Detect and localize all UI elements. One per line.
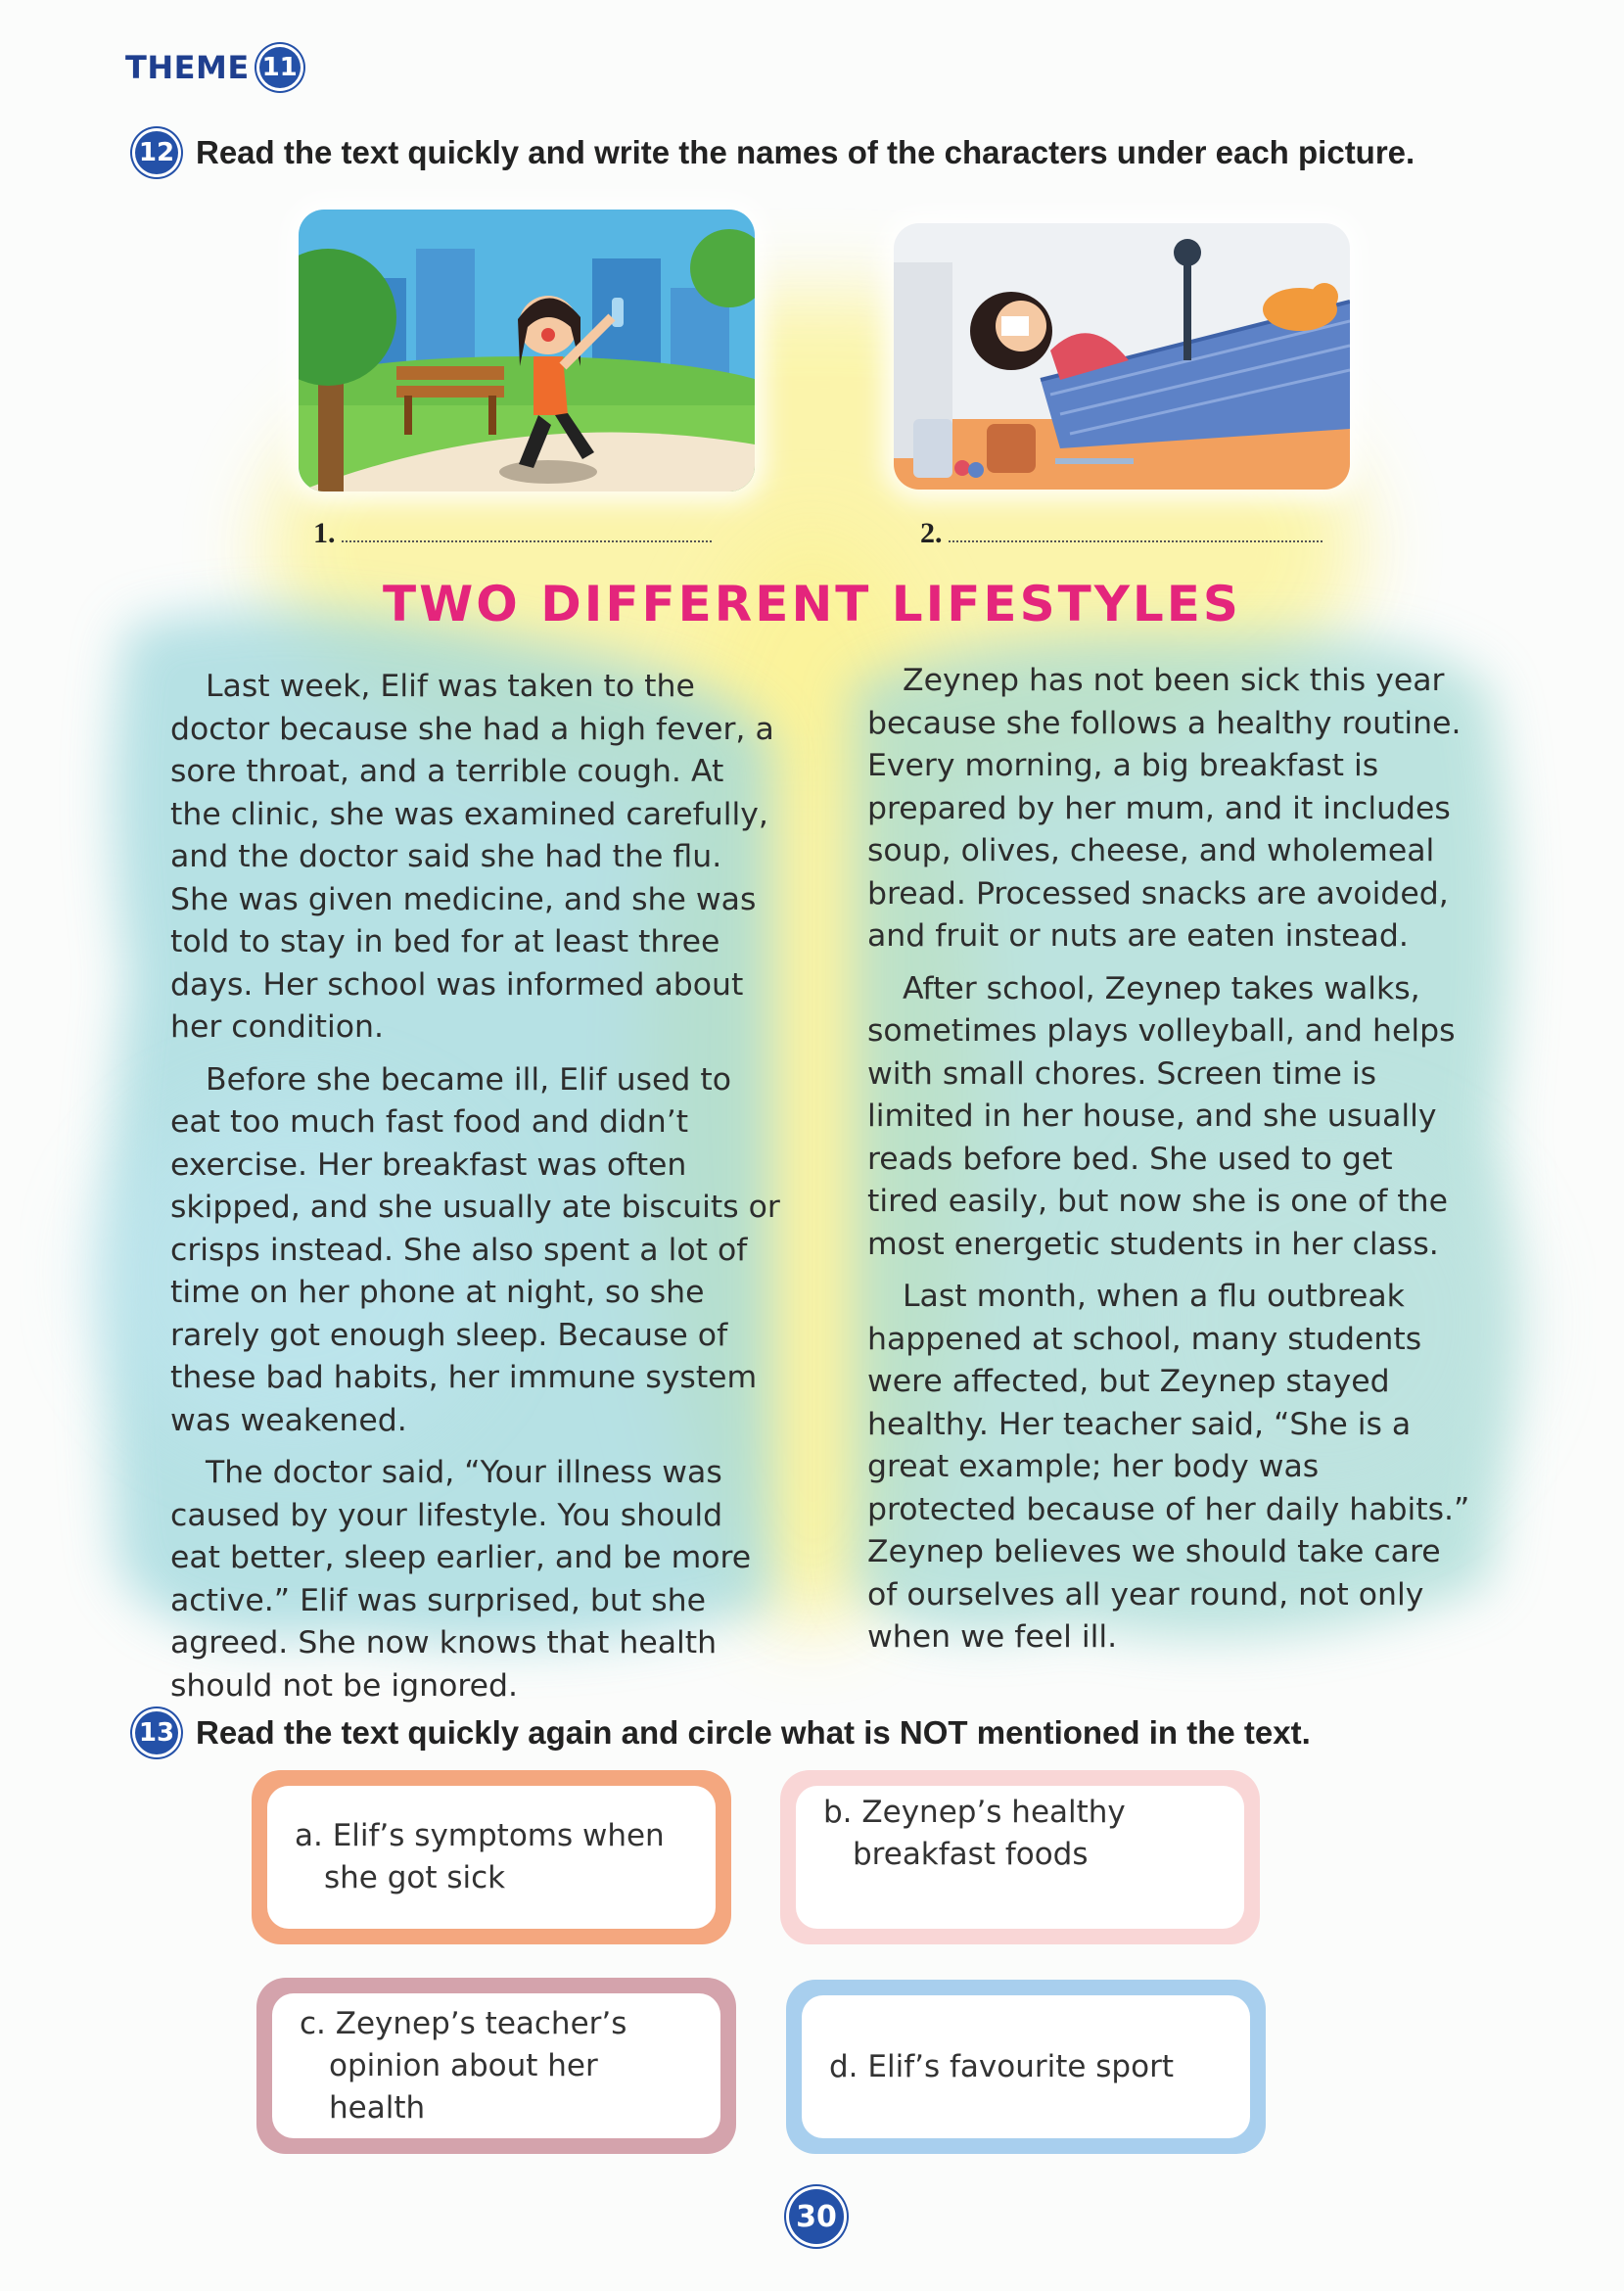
answer-number-1: 1. bbox=[313, 517, 336, 549]
right-paragraph-2: After school, Zeynep takes walks, sometimes plays volleyball, and helps with small chores. Screen time is limited in her house, and she usually reads before bed. She used to get tired easily, but now she is one of the most energetic students in her class. bbox=[867, 970, 1456, 1262]
task-13-heading bbox=[135, 1711, 1311, 1754]
answer-blank-1[interactable] bbox=[313, 517, 712, 550]
answer-number-2: 2. bbox=[920, 517, 943, 549]
theme-label: THEME bbox=[125, 49, 250, 86]
left-paragraph-3: The doctor said, “Your illness was caused by your lifestyle. You should eat better, sleep earlier, and be more active.” Elif was surprised, but she agreed. She now knows that health should not be ignored. bbox=[170, 1455, 752, 1704]
task-12-heading bbox=[135, 131, 1415, 174]
left-paragraph-1: Last week, Elif was taken to the doctor because she had a high fever, a sore throat, and a terrible cough. At the clinic, she was examined carefully, and the doctor said she had the flu. She was given medicine, and she was told to stay in bed for at least three days. Her school was informed about her condition. bbox=[170, 669, 774, 1045]
option-c[interactable] bbox=[256, 1978, 736, 2154]
task-13-number: 13 bbox=[135, 1711, 178, 1754]
reading-left-column bbox=[170, 666, 781, 1717]
option-a-text: a. Elif’s symptoms when she got sick bbox=[267, 1786, 716, 1929]
sick-girl-in-bed-illustration bbox=[894, 223, 1350, 490]
picture-1 bbox=[299, 210, 755, 491]
answer-line-1[interactable] bbox=[342, 537, 712, 542]
option-b-text: b. Zeynep’s healthy breakfast foods bbox=[796, 1786, 1244, 1929]
option-d-text: d. Elif’s favourite sport bbox=[802, 1995, 1250, 2138]
option-a[interactable] bbox=[252, 1770, 731, 1944]
theme-number-badge: 11 bbox=[259, 47, 301, 88]
task-13-instruction: Read the text quickly again and circle what is NOT mentioned in the text. bbox=[196, 1714, 1311, 1751]
option-b[interactable] bbox=[780, 1770, 1260, 1944]
reading-right-column bbox=[867, 660, 1472, 1669]
page-number: 30 bbox=[789, 2189, 844, 2244]
reading-title: TWO DIFFERENT LIFESTYLES bbox=[383, 576, 1241, 632]
task-12-number: 12 bbox=[135, 131, 178, 174]
option-c-text: c. Zeynep’s teacher’s opinion about her health bbox=[272, 1993, 720, 2138]
option-d[interactable] bbox=[786, 1980, 1266, 2154]
picture-2 bbox=[894, 223, 1350, 490]
theme-header bbox=[125, 47, 301, 88]
answer-blank-2[interactable] bbox=[920, 517, 1322, 550]
right-paragraph-3: Last month, when a flu outbreak happened at school, many students were affected, but Zeynep stayed healthy. Her teacher said, “She is a great example; her body was protected because of her daily habits.” Zeynep believes we should take care of ourselves all year round, not only when we feel ill. bbox=[867, 1279, 1470, 1655]
right-paragraph-1: Zeynep has not been sick this year because she follows a healthy routine. Every morning, a big breakfast is prepared by her mum, and it includes soup, olives, cheese, and wholemeal bread. Processed snacks are avoided, and fruit or nuts are eaten instead. bbox=[867, 663, 1462, 954]
answer-line-2[interactable] bbox=[949, 537, 1322, 542]
task-12-instruction: Read the text quickly and write the names of the characters under each picture. bbox=[196, 134, 1415, 170]
girl-running-in-park-illustration bbox=[299, 210, 755, 491]
left-paragraph-2: Before she became ill, Elif used to eat too much fast food and didn’t exercise. Her breakfast was often skipped, and she usually ate biscuits or crisps instead. She also spent a lot of time on her phone at night, so she rarely got enough sleep. Because of these bad habits, her immune system was weakened. bbox=[170, 1061, 780, 1438]
